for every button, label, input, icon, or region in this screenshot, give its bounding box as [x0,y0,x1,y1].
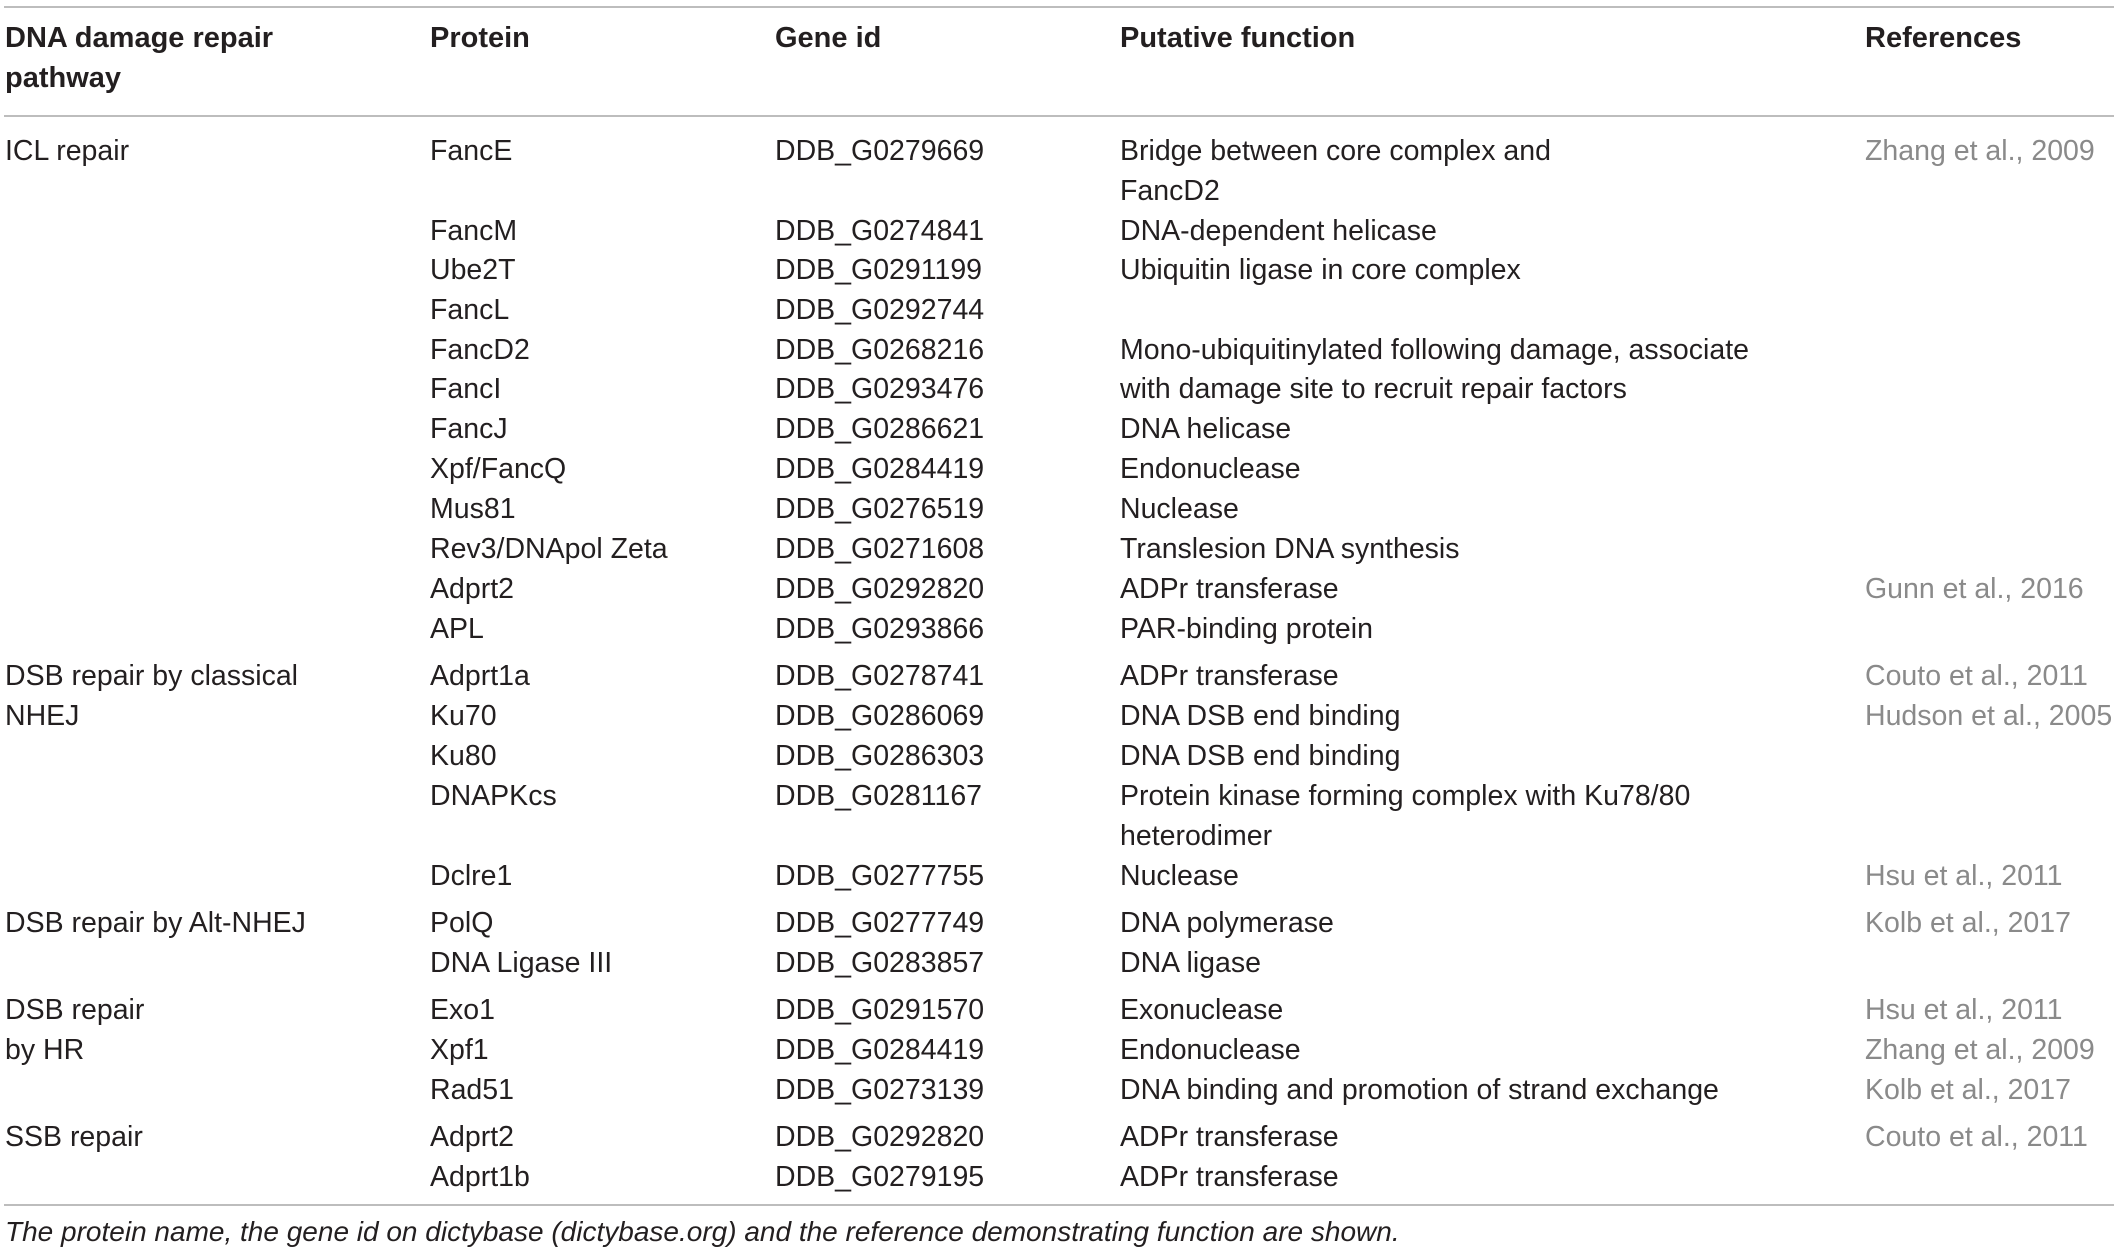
row-gene-id: DDB_G0292820 [775,573,985,605]
row-function: Bridge between core complex and FancD2 [1120,135,1551,207]
row-gene-id: DDB_G0293476 [775,373,985,405]
row-pathway: ICL repair [5,135,130,167]
row-gene-id: DDB_G0293866 [775,613,985,645]
header-pathway-label: DNA damage repair pathway [5,22,274,94]
row-gene-id: DDB_G0268216 [775,334,985,366]
row-reference: Kolb et al., 2017 [1865,1074,2071,1106]
row-gene-id: DDB_G0274841 [775,215,985,247]
top-rule [4,6,2114,8]
header-function-label: Putative function [1120,22,1356,54]
row-protein: Xpf/FancQ [430,453,567,485]
row-gene-id: DDB_G0279195 [775,1161,985,1193]
row-gene-id: DDB_G0284419 [775,453,985,485]
row-gene-id: DDB_G0281167 [775,780,983,812]
header-pathway [5,18,273,98]
row-protein: Ube2T [430,254,516,286]
header-gene-id [775,18,881,58]
row-reference: Kolb et al., 2017 [1865,907,2071,939]
row-pathway: NHEJ [5,700,80,732]
row-reference: Hsu et al., 2011 [1865,994,2063,1026]
row-gene-id: DDB_G0276519 [775,493,985,525]
row-function: DNA polymerase [1120,907,1334,939]
row-gene-id: DDB_G0277755 [775,860,985,892]
header-references-label: References [1865,22,2022,54]
row-reference: Hsu et al., 2011 [1865,860,2063,892]
row-pathway: SSB repair [5,1121,143,1153]
row-pathway: DSB repair by classical [5,660,299,692]
row-function: Nuclease [1120,493,1239,525]
row-function: with damage site to recruit repair factors [1120,373,1627,405]
row-gene-id: DDB_G0273139 [775,1074,985,1106]
row-function: ADPr transferase [1120,573,1339,605]
row-function: DNA ligase [1120,947,1261,979]
row-reference: Couto et al., 2011 [1865,660,2088,692]
row-protein: APL [430,613,484,645]
row-gene-id: DDB_G0277749 [775,907,985,939]
row-function: Ubiquitin ligase in core complex [1120,254,1521,286]
row-function: Endonuclease [1120,1034,1301,1066]
row-protein: Xpf1 [430,1034,489,1066]
row-function: Mono-ubiquitinylated following damage, associate [1120,334,1749,366]
row-pathway: DSB repair [5,994,145,1026]
row-function: Nuclease [1120,860,1239,892]
row-protein: Adprt1b [430,1161,530,1193]
row-protein: FancE [430,135,513,167]
row-function: Protein kinase forming complex with Ku78/80 heterodimer [1120,780,1691,852]
row-function: DNA DSB end binding [1120,740,1401,772]
table-footnote: The protein name, the gene id on dictybase (dictybase.org) and the reference demonstrating function are shown. [5,1216,1400,1247]
row-gene-id: DDB_G0286303 [775,740,985,772]
row-reference: Couto et al., 2011 [1865,1121,2088,1153]
row-function: DNA binding and promotion of strand exchange [1120,1074,1719,1106]
row-gene-id: DDB_G0286069 [775,700,985,732]
row-function: PAR-binding protein [1120,613,1373,645]
row-protein: Adprt1a [430,660,530,692]
header-protein-label: Protein [430,22,530,54]
row-protein: Rev3/DNApol Zeta [430,533,668,565]
row-function: DNA-dependent helicase [1120,215,1437,247]
row-gene-id: DDB_G0291570 [775,994,985,1026]
row-function: Translesion DNA synthesis [1120,533,1460,565]
header-rule [4,115,2114,117]
row-protein: Adprt2 [430,1121,514,1153]
row-pathway: by HR [5,1034,85,1066]
row-gene-id: DDB_G0279669 [775,135,985,167]
row-protein: Adprt2 [430,573,514,605]
row-function: Exonuclease [1120,994,1284,1026]
row-gene-id: DDB_G0286621 [775,413,985,445]
header-references [1865,18,2021,58]
row-reference: Zhang et al., 2009 [1865,135,2095,167]
row-protein: FancI [430,373,502,405]
row-gene-id: DDB_G0284419 [775,1034,985,1066]
row-gene-id: DDB_G0292744 [775,294,985,326]
row-protein: Rad51 [430,1074,514,1106]
header-function [1120,18,1355,58]
header-protein [430,18,530,58]
row-gene-id: DDB_G0291199 [775,254,983,286]
header-gene-id-label: Gene id [775,22,882,54]
row-function: ADPr transferase [1120,1161,1339,1193]
row-reference: Hudson et al., 2005 [1865,700,2113,732]
row-function: DNA DSB end binding [1120,700,1401,732]
row-gene-id: DDB_G0271608 [775,533,985,565]
row-protein: DNA Ligase III [430,947,613,979]
row-protein: Exo1 [430,994,495,1026]
row-protein: DNAPKcs [430,780,557,812]
row-gene-id: DDB_G0278741 [775,660,985,692]
row-function: Endonuclease [1120,453,1301,485]
row-protein: FancL [430,294,510,326]
row-gene-id: DDB_G0283857 [775,947,985,979]
row-reference: Zhang et al., 2009 [1865,1034,2095,1066]
row-protein: FancD2 [430,334,530,366]
row-protein: Ku70 [430,700,497,732]
row-function: ADPr transferase [1120,1121,1339,1153]
row-pathway: DSB repair by Alt-NHEJ [5,907,306,939]
row-function: ADPr transferase [1120,660,1339,692]
row-protein: Ku80 [430,740,497,772]
row-gene-id: DDB_G0292820 [775,1121,985,1153]
row-protein: PolQ [430,907,494,939]
row-function: DNA helicase [1120,413,1292,445]
row-reference: Gunn et al., 2016 [1865,573,2084,605]
row-protein: Mus81 [430,493,516,525]
row-protein: FancJ [430,413,508,445]
bottom-rule [4,1204,2114,1206]
row-protein: FancM [430,215,518,247]
row-protein: Dclre1 [430,860,513,892]
